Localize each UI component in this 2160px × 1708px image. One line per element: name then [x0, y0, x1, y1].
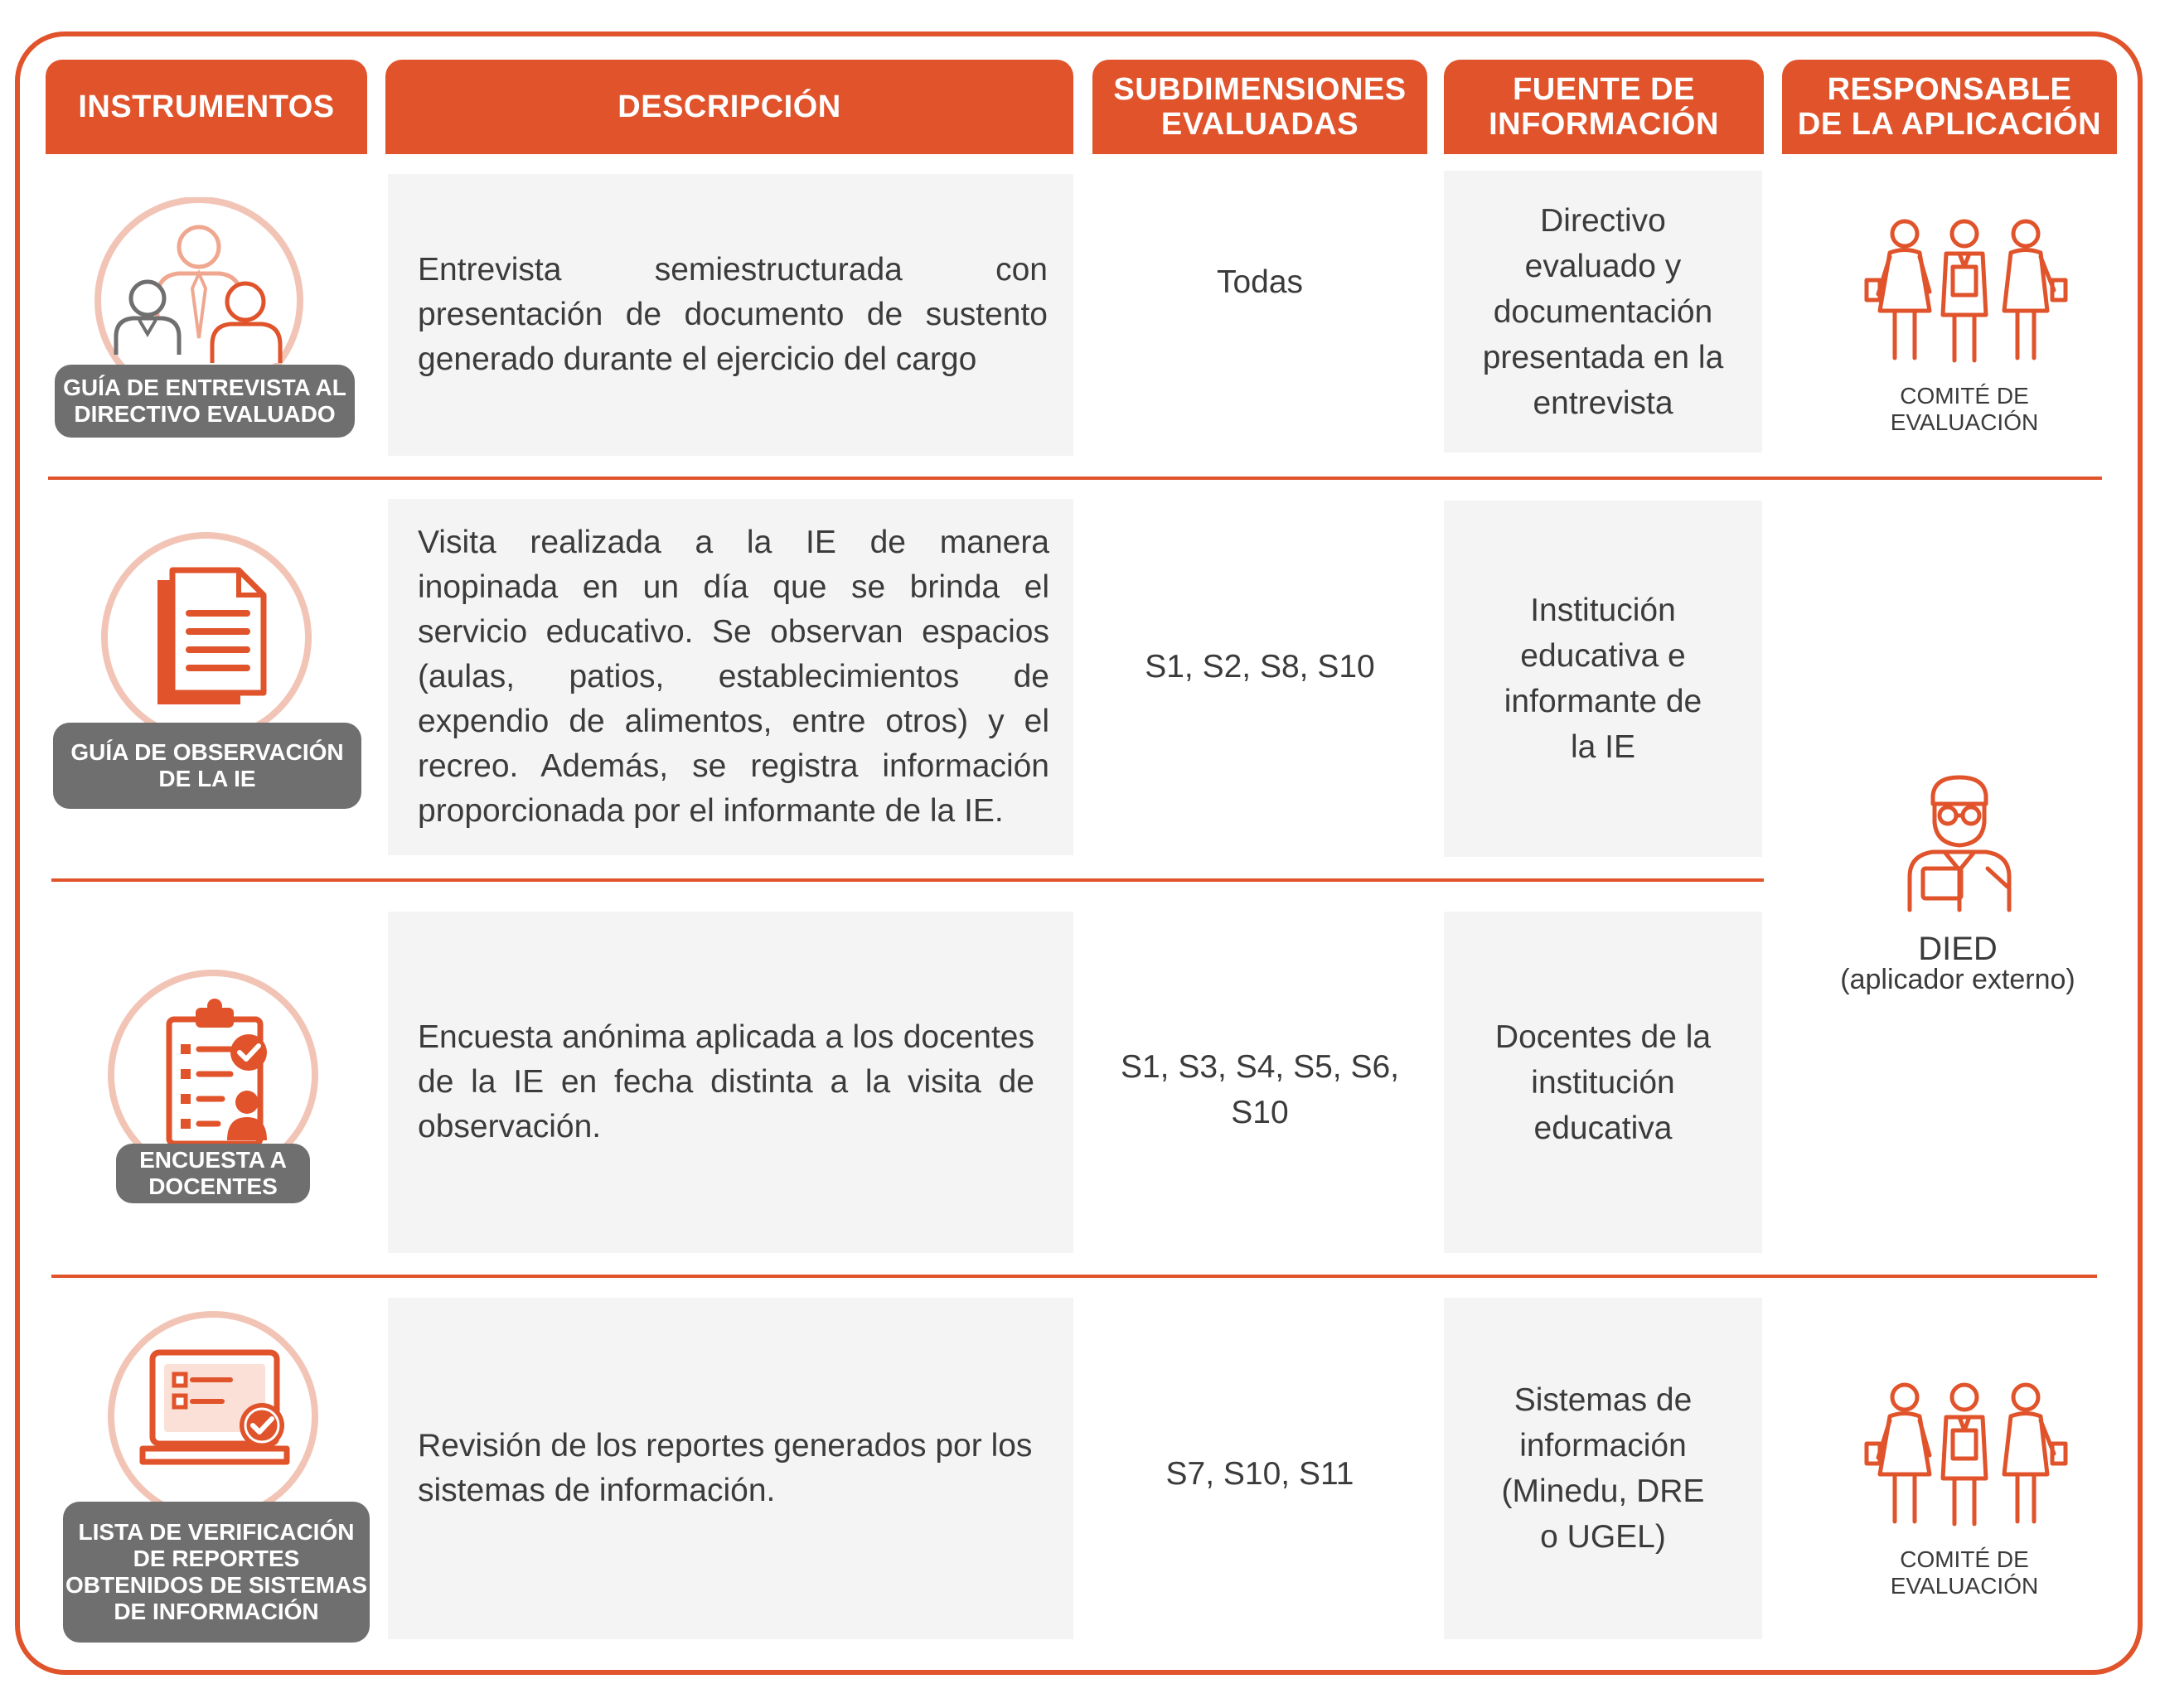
row4-responsable-line1: COMITÉ DE	[1900, 1546, 2029, 1572]
row1-responsable	[1823, 383, 2105, 436]
row-divider-3	[51, 1275, 2097, 1278]
row1-fuente	[1444, 171, 1762, 452]
header-subdimensiones-line1: SUBDIMENSIONES	[1113, 72, 1407, 107]
header-fuente	[1444, 60, 1764, 154]
row2-badge-line2: DE LA IE	[158, 766, 256, 791]
row1-subdimensiones	[1092, 249, 1427, 315]
row3-descripcion-text: Encuesta anónima aplicada a los docentes de la IE en fecha distinta a la visita de observación.	[418, 1019, 1034, 1144]
header-instrumentos-label: INSTRUMENTOS	[78, 90, 335, 124]
row3-subdimensiones	[1092, 1036, 1427, 1144]
row1-fuente-line5: entrevista	[1533, 385, 1673, 421]
row3-fuente-line2: institución	[1531, 1064, 1675, 1101]
row3-fuente-line3: educativa	[1533, 1110, 1673, 1146]
row2-descripcion	[418, 499, 1049, 855]
died-subtitle-text: (aplicador externo)	[1840, 963, 2075, 995]
row2-fuente-line1: Institución	[1530, 593, 1676, 628]
header-responsable-line2: DE LA APLICACIÓN	[1797, 107, 2102, 142]
header-descripcion-label: DESCRIPCIÓN	[617, 90, 841, 124]
died-title-text: DIED	[1918, 930, 1998, 967]
row3-badge	[116, 1144, 310, 1203]
row4-responsable	[1823, 1546, 2105, 1599]
died-subtitle	[1807, 961, 2109, 998]
header-instrumentos	[46, 60, 367, 154]
row2-fuente-line3: informante de	[1504, 684, 1702, 719]
row4-badge-line4: DE INFORMACIÓN	[114, 1599, 319, 1624]
row1-badge	[55, 365, 355, 438]
row2-subdimensiones	[1092, 633, 1427, 699]
row4-subdimensiones-text: S7, S10, S11	[1165, 1455, 1354, 1492]
row2-fuente-line4: la IE	[1570, 729, 1636, 765]
row2-descripcion-text: Visita realizada a la IE de manera inopinada en un día que se brinda el servicio educativo. Se observan espacios (aulas, patios, establecimientos de expendio de alimentos, entre otros) y el recreo. Además, se registra información proporcionada por el informante de la IE.	[418, 525, 1049, 829]
row-divider-1	[48, 477, 2102, 480]
row3-fuente	[1444, 912, 1762, 1253]
row1-badge-line2: DIRECTIVO EVALUADO	[74, 401, 336, 427]
row4-fuente-line2: información	[1519, 1428, 1687, 1464]
row1-responsable-line1: COMITÉ DE	[1900, 383, 2029, 409]
header-fuente-line1: FUENTE DE	[1513, 72, 1695, 107]
row4-fuente-line4: o UGEL)	[1540, 1519, 1666, 1555]
row2-fuente-line2: educativa e	[1520, 638, 1686, 674]
header-subdimensiones	[1092, 60, 1427, 154]
row2-fuente	[1444, 501, 1762, 857]
row1-fuente-line1: Directivo	[1540, 202, 1666, 239]
row-divider-2	[51, 878, 1764, 882]
header-fuente-line2: INFORMACIÓN	[1489, 107, 1719, 142]
evaluator-person-icon	[1885, 771, 2034, 913]
row4-descripcion-text: Revisión de los reportes generados por los sistemas de información.	[418, 1428, 1033, 1508]
table-frame	[15, 31, 2143, 1675]
row1-fuente-line2: evaluado y	[1524, 248, 1682, 284]
row3-subdimensiones-line2: S10	[1231, 1095, 1289, 1130]
row4-subdimensiones	[1092, 1440, 1427, 1507]
row4-fuente-line1: Sistemas de	[1513, 1382, 1693, 1418]
row4-fuente	[1444, 1298, 1762, 1639]
row2-subdimensiones-text: S1, S2, S8, S10	[1145, 648, 1375, 685]
documents-icon	[99, 530, 313, 744]
row4-badge-line2: DE REPORTES	[133, 1546, 300, 1571]
row2-badge-line1: GUÍA DE OBSERVACIÓN	[70, 739, 344, 765]
row1-subdimensiones-text: Todas	[1216, 264, 1304, 300]
row4-badge	[63, 1502, 370, 1643]
row1-responsable-line2: EVALUACIÓN	[1890, 409, 2039, 435]
row3-subdimensiones-line1: S1, S3, S4, S5, S6,	[1120, 1049, 1400, 1085]
row3-descripcion	[418, 912, 1034, 1253]
row1-badge-line1: GUÍA DE ENTREVISTA AL	[63, 375, 346, 400]
row3-badge-line2: DOCENTES	[148, 1173, 278, 1199]
row4-badge-line1: LISTA DE VERIFICACIÓN	[78, 1519, 355, 1545]
laptop-checklist-icon	[106, 1309, 320, 1523]
row4-descripcion	[418, 1298, 1048, 1639]
header-subdimensiones-line2: EVALUADAS	[1160, 107, 1359, 142]
committee-icon	[1857, 215, 2072, 365]
row1-descripcion-text: Entrevista semiestructurada con presentación de documento de sustento generado durante el ejercicio del cargo	[418, 252, 1048, 377]
row1-fuente-line3: documentación	[1493, 293, 1713, 330]
row4-responsable-line2: EVALUACIÓN	[1890, 1573, 2039, 1599]
row4-badge-line3: OBTENIDOS DE SISTEMAS	[65, 1572, 368, 1598]
row3-fuente-line1: Docentes de la	[1494, 1019, 1712, 1055]
header-descripcion	[385, 60, 1073, 154]
row4-fuente-line3: (Minedu, DRE	[1501, 1473, 1705, 1509]
row1-fuente-line4: presentada en la	[1482, 339, 1724, 375]
row3-badge-line1: ENCUESTA A	[139, 1147, 287, 1173]
header-responsable-line1: RESPONSABLE	[1827, 72, 2072, 107]
header-responsable	[1782, 60, 2117, 154]
row2-badge	[53, 723, 361, 809]
committee-icon	[1857, 1379, 2072, 1528]
row1-descripcion	[418, 174, 1048, 456]
